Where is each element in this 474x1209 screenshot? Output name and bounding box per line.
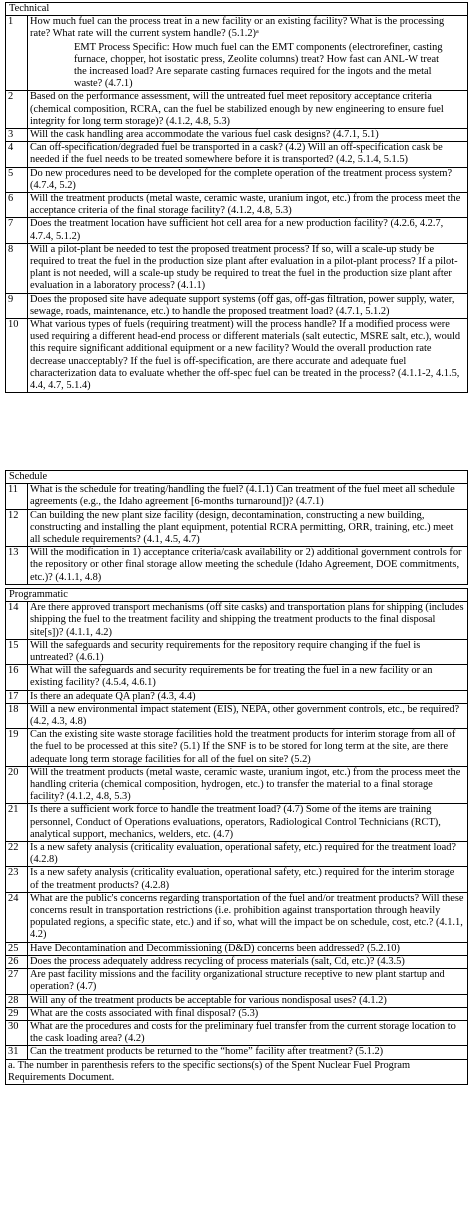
question-text: Will the treatment products (metal waste, ceramic waste, uranium ingot, etc.) from the process meet the acceptance criteria of the final storage facility? (4.1.2, 4.8, 5.3) — [30, 193, 461, 217]
question-row — [6, 639, 468, 664]
question-text: Is there a sufficient work force to handle the treatment load? (4.7) Some of the items are training personnel, Conduct of Operations evaluations, operators, Radiological Control Technicians (RCT), analytical support, mechanics, welders, etc. (4.7) — [30, 804, 441, 840]
question-cell — [28, 243, 468, 293]
question-text: Will a pilot-plant be needed to test the proposed treatment process? If so, will a scale-up study be required to treat the fuel in the production size plant after evaluation in a pilot-plant process? If a pilot-plant is not needed, will a scale-up study be required to treat the fuel in the production size plant after evaluation in a laboratory process? (4.1.1) — [30, 243, 458, 292]
question-row — [6, 842, 468, 867]
question-cell — [28, 942, 468, 955]
question-row — [6, 994, 468, 1007]
question-row — [6, 547, 468, 585]
question-row — [6, 867, 468, 892]
technical-rows — [6, 16, 468, 393]
question-row — [6, 703, 468, 728]
question-number: 3 — [6, 129, 28, 142]
question-number: 13 — [6, 547, 28, 585]
question-text: What are the procedures and costs for the preliminary fuel transfer from the current storage location to the cask loading area? (4.2) — [30, 1020, 456, 1045]
question-text: Can building the new plant size facility (design, decontamination, constructing a new building, constructing and installing the plant equipment, potential RCRA permitting, ORR, training, etc.) meet all schedule requirements? (4.1, 4.5, 4.7) — [30, 509, 454, 546]
question-cell — [28, 969, 468, 994]
question-row — [6, 142, 468, 167]
question-number: 6 — [6, 193, 28, 218]
question-number: 18 — [6, 703, 28, 728]
question-text: Are past facility missions and the facility organizational structure receptive to new plant startup and operation? (4.7) — [30, 969, 445, 993]
question-cell — [28, 729, 468, 767]
question-cell — [28, 129, 468, 142]
question-text: Is a new safety analysis (criticality evaluation, operational safety, etc.) required for the treatment load? (4.2.8) — [30, 842, 457, 866]
question-cell — [28, 1007, 468, 1020]
question-text: Does the treatment location have sufficient hot cell area for a new production facility? (4.2.6, 4.2.7, 4.7.4, 5.1.2) — [30, 218, 444, 242]
question-text: Can off-specification/degraded fuel be transported in a cask? (4.2) Will an off-specification cask be needed if the fuel needs to be treated somewhere before it is transported? (4.2, 5.1.4, 5.1.5) — [30, 142, 443, 166]
technical-table — [5, 2, 468, 393]
question-number: 30 — [6, 1020, 28, 1045]
question-row — [6, 509, 468, 547]
question-text: What is the schedule for treating/handling the fuel? (4.1.1) Can treatment of the fuel meet all schedule agreements (e.g., the Idaho agreement [6-months turnaround])? (4.7.1) — [30, 484, 455, 508]
question-row — [6, 1007, 468, 1020]
programmatic-rows — [6, 602, 468, 1059]
schedule-rows — [6, 484, 468, 585]
question-cell — [28, 91, 468, 129]
question-number: 24 — [6, 892, 28, 942]
question-cell — [28, 703, 468, 728]
question-number: 26 — [6, 955, 28, 968]
question-number: 28 — [6, 994, 28, 1007]
question-text: Have Decontamination and Decommissioning (D&D) concerns been addressed? (5.2.10) — [30, 942, 400, 954]
question-number: 17 — [6, 690, 28, 703]
question-text: Based on the performance assessment, will the untreated fuel meet repository acceptance criteria (chemical composition, RCRA, can the fuel be stabilized enough by new engineering to ensure fuel integrity for long term storage)? (4.1.2, 4.8, 5.3) — [30, 91, 444, 127]
question-text: What will the safeguards and security requirements be for treating the fuel in a new facility or an existing facility? (4.5.4, 4.6.1) — [30, 665, 433, 689]
question-row — [6, 602, 468, 640]
question-text: Will any of the treatment products be acceptable for various nondisposal uses? (4.1.2) — [30, 994, 387, 1006]
question-number: 2 — [6, 91, 28, 129]
question-cell — [28, 955, 468, 968]
question-cell — [28, 602, 468, 640]
question-row — [6, 690, 468, 703]
question-number: 14 — [6, 602, 28, 640]
question-cell — [28, 293, 468, 318]
question-number: 12 — [6, 509, 28, 547]
question-text: Can the existing site waste storage facilities hold the treatment products for interim storage from all of the fuel to be processed at this site? (5.1) If the SNF is to be stored for long term at the site, are there adequate long term storage facilities for all of the fuel on site? (5.2) — [30, 729, 456, 765]
question-cell — [28, 766, 468, 804]
question-text: Will the treatment products (metal waste, ceramic waste, uranium ingot, etc.) from the process meet the handling criteria (chemical composition, hydrogen, etc.) to transfer the material to a final storage facility? (4.1.2, 4.8, 5.3) — [30, 766, 461, 803]
question-row — [6, 193, 468, 218]
question-cell — [28, 892, 468, 942]
question-row — [6, 969, 468, 994]
question-text: Does the process adequately address recycling of process materials (salt, Cd, etc.)? (4.3.5) — [30, 955, 405, 967]
question-number: 9 — [6, 293, 28, 318]
question-text: Are there approved transport mechanisms (off site casks) and transportation plans for shipping (includes shipping the fuel to the treatment facility and shipping the treatment products to the final disposal site[s])? (4.1.1, 4.2) — [30, 602, 464, 638]
question-number: 27 — [6, 969, 28, 994]
question-row — [6, 1020, 468, 1045]
question-text: Is there an adequate QA plan? (4.3, 4.4) — [30, 690, 196, 702]
question-row — [6, 766, 468, 804]
question-number: 21 — [6, 804, 28, 842]
question-subtext: EMT Process Specific: How much fuel can the EMT components (electrorefiner, casting furnace, chopper, hot isostatic press, Zeolite columns) treat? How fast can ANL-W treat the increased load? Are separate casting furnaces required for the ingots and the metal waste? (4.7.1) — [74, 41, 443, 90]
question-row — [6, 955, 468, 968]
question-number: 1 — [6, 16, 28, 91]
question-number: 8 — [6, 243, 28, 293]
question-row — [6, 892, 468, 942]
question-number: 16 — [6, 665, 28, 690]
question-cell — [28, 16, 468, 91]
question-cell — [28, 319, 468, 393]
question-cell — [28, 1020, 468, 1045]
question-cell — [28, 994, 468, 1007]
question-row — [6, 1046, 468, 1059]
question-text: What various types of fuels (requiring treatment) will the process handle? If a modified process were used requiring a different head-end process or different materials (salt eutectic, MSRE salt, etc.), would this require significant additional equipment or a new facility? Would the overall production rate decrease unacceptably? If the fuel is off-specification, are there accurate and adequate fuel characterization data to evaluate whether the off-spec fuel can be treated in the process? (4.1.1-2, 4.1.5, 4.4, 4.7, 5.1.4) — [30, 319, 461, 392]
question-cell — [28, 547, 468, 585]
question-cell — [28, 665, 468, 690]
question-number: 20 — [6, 766, 28, 804]
programmatic-table — [5, 588, 468, 1085]
question-text: What are the public's concerns regarding transportation of the fuel and/or treatment products? Will these concerns result in transportation restrictions (i.e. prohibition against transportation through heavily populated regions, a specific state, etc.) and if so, what will the impact be on schedule, cost, etc.? (4.1.1, 4.2) — [30, 892, 464, 941]
question-row — [6, 167, 468, 192]
question-text: Do new procedures need to be developed for the complete operation of the treatment process system? (4.7.4, 5.2) — [30, 167, 453, 191]
question-text: Is a new safety analysis (criticality evaluation, operational safety, etc.) required for the interim storage of the treatment products? (4.2.8) — [30, 867, 455, 891]
question-text: What are the costs associated with final disposal? (5.3) — [30, 1007, 259, 1019]
question-text: Will the cask handling area accommodate the various fuel cask designs? (4.7.1, 5.1) — [30, 129, 379, 141]
question-cell — [28, 218, 468, 243]
question-number: 23 — [6, 867, 28, 892]
question-row — [6, 243, 468, 293]
schedule-header: Schedule — [6, 471, 468, 484]
question-number: 4 — [6, 142, 28, 167]
question-number: 11 — [6, 484, 28, 509]
technical-header: Technical — [6, 3, 468, 16]
programmatic-header: Programmatic — [6, 589, 468, 602]
question-number: 5 — [6, 167, 28, 192]
question-number: 19 — [6, 729, 28, 767]
question-row — [6, 729, 468, 767]
question-cell — [28, 484, 468, 509]
question-cell — [28, 639, 468, 664]
question-row — [6, 942, 468, 955]
footnote: a. The number in parenthesis refers to the specific sections(s) of the Spent Nuclear Fuel Program Requirements Document. — [6, 1059, 468, 1084]
question-number: 7 — [6, 218, 28, 243]
question-cell — [28, 804, 468, 842]
question-cell — [28, 1046, 468, 1059]
question-cell — [28, 842, 468, 867]
question-text: Will a new environmental impact statement (EIS), NEPA, other government controls, etc., be required? (4.2, 4.3, 4.8) — [30, 703, 460, 728]
question-text: Does the proposed site have adequate support systems (off gas, off-gas filtration, power supply, water, sewage, roads, maintenance, etc.) to handle the proposed treatment load? (4.7.1, 5.1.2) — [30, 293, 455, 317]
question-row — [6, 484, 468, 509]
question-row — [6, 16, 468, 91]
question-number: 10 — [6, 319, 28, 393]
question-row — [6, 293, 468, 318]
question-cell — [28, 142, 468, 167]
question-cell — [28, 193, 468, 218]
question-row — [6, 91, 468, 129]
question-text: Can the treatment products be returned to the “home” facility after treatment? (5.1.2) — [30, 1046, 384, 1058]
question-row — [6, 804, 468, 842]
question-number: 22 — [6, 842, 28, 867]
question-text: Will the modification in 1) acceptance criteria/cask availability or 2) additional government controls for the repository or other final storage allow meeting the schedule (Idaho Agreement, DOE commitments, etc.)? (4.1.1, 4.8) — [30, 547, 462, 583]
question-cell — [28, 509, 468, 547]
question-text: How much fuel can the process treat in a new facility or an existing facility? What is the processing rate? What rate will the current system handle? (5.1.2)ᵃ — [30, 16, 445, 40]
question-row — [6, 665, 468, 690]
schedule-table — [5, 470, 468, 585]
question-row — [6, 218, 468, 243]
question-number: 25 — [6, 942, 28, 955]
question-number: 31 — [6, 1046, 28, 1059]
question-row — [6, 319, 468, 393]
question-row — [6, 129, 468, 142]
question-number: 29 — [6, 1007, 28, 1020]
question-cell — [28, 690, 468, 703]
question-cell — [28, 867, 468, 892]
question-cell — [28, 167, 468, 192]
question-text: Will the safeguards and security requirements for the repository require changing if the fuel is untreated? (4.6.1) — [30, 639, 421, 664]
question-number: 15 — [6, 639, 28, 664]
